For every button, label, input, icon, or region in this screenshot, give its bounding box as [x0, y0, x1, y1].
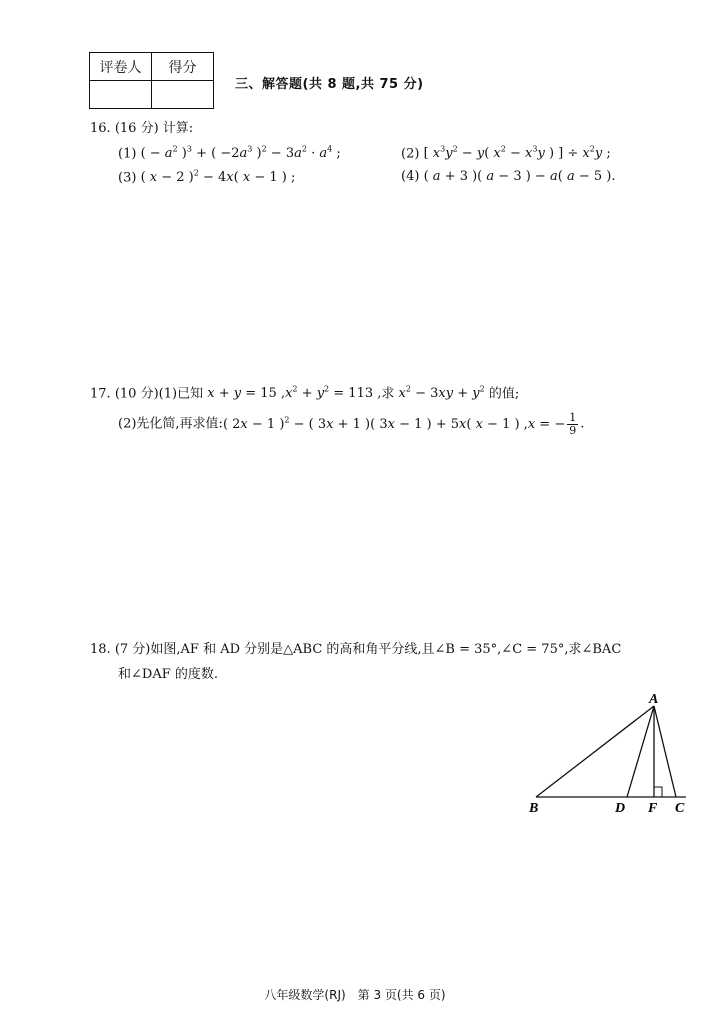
label-d: D [615, 801, 626, 816]
q18-line1-text: 如图,AF 和 AD 分别是△ABC 的高和角平分线,且∠B = 35°,∠C = 75°,求∠BAC [150, 642, 622, 657]
q17-fraction-denominator: 9 [569, 423, 577, 437]
grader-label: 评卷人 [90, 53, 152, 81]
q17-part2-lead: 先化简,再求值: [136, 416, 223, 432]
q17-part2-tag: (2) [118, 416, 137, 432]
label-c: C [675, 801, 685, 816]
segment-ab [536, 706, 654, 797]
q16-heading [90, 122, 193, 135]
q18-number: 18. [90, 642, 111, 657]
score-table [89, 52, 214, 109]
score-cell [152, 81, 214, 109]
page-footer: 八年级数学(RJ) 第 3 页(共 6 页) [264, 988, 446, 1002]
q16-part1 [118, 146, 341, 160]
q17-part1-tail: 的值; [488, 386, 520, 402]
q16-part2-tag: (2) [401, 146, 420, 162]
label-b: B [529, 801, 539, 816]
q17-part1-ask: 求 [381, 386, 395, 402]
segment-ac [654, 706, 676, 797]
q16-part4-tag: (4) [401, 169, 420, 184]
q18-line1 [90, 643, 621, 656]
q17-points: (10 分) [114, 386, 159, 402]
q16-part3 [118, 170, 295, 184]
section-title: 三、解答题(共 8 题,共 75 分) [235, 77, 424, 92]
q16-part1-expr: ( − $a^2$ )$^3$ + ( $-2a^3$ )$^2 - 3a^2 \cdot a^4$ ; [140, 145, 341, 162]
q17-part1-tag: (1) [158, 386, 178, 402]
q17-part1-target: $x^2 - 3xy + y^2$ [398, 385, 485, 402]
q17-part1-given: x + y = 15 $,x^2 + y^2 = 113$ , [207, 385, 382, 402]
score-label: 得分 [152, 53, 214, 81]
q16-part1-tag: (1) [118, 146, 137, 162]
triangle-figure [520, 686, 700, 821]
q16-part2-expr: [ $x^3y^2 - y$( $x^2 - x^3y$ ) ] ÷ $x^2y$ ; [423, 145, 611, 162]
q16-number: 16. [90, 121, 111, 136]
q17-part2: (2)先化简,再求值:( 2x − 1 )$^2$ − ( 3x + 1 )( 3x − 1 ) + 5x( x − 1 ) ,x = − $\frac{1}{9}$ . [118, 411, 585, 437]
q16-points: (16 分) [114, 121, 159, 136]
right-angle-mark [654, 787, 662, 797]
q16-part4-expr: ( a + 3 )( a − 3 ) − a( a − 5 ). [423, 169, 616, 184]
q16-part3-expr: ( x − 2 )$^2$ − 4x( x − 1 ) ; [140, 169, 296, 186]
segment-ad [627, 706, 654, 797]
label-a: A [649, 692, 659, 707]
q18-line2: 和∠DAF 的度数. [118, 667, 218, 682]
q17-fraction [567, 412, 578, 436]
q16-part3-tag: (3) [118, 170, 137, 186]
q18-points: (7 分) [114, 642, 151, 657]
q17-fraction-numerator: 1 [569, 411, 577, 424]
q16-part2 [401, 146, 611, 160]
q17-part1-lead: 已知 [177, 386, 204, 402]
q17-number: 17. [90, 386, 111, 402]
q16-part4 [401, 170, 615, 183]
q17-part1 [90, 386, 519, 400]
q17-part2-expr: ( 2x − 1 )$^2$ − ( 3x + 1 )( 3x − 1 ) + 5x( x − 1 ) ,x = − [222, 415, 566, 432]
label-f: F [648, 801, 658, 816]
q16-prompt: 计算: [162, 121, 194, 136]
grader-cell [90, 81, 152, 109]
